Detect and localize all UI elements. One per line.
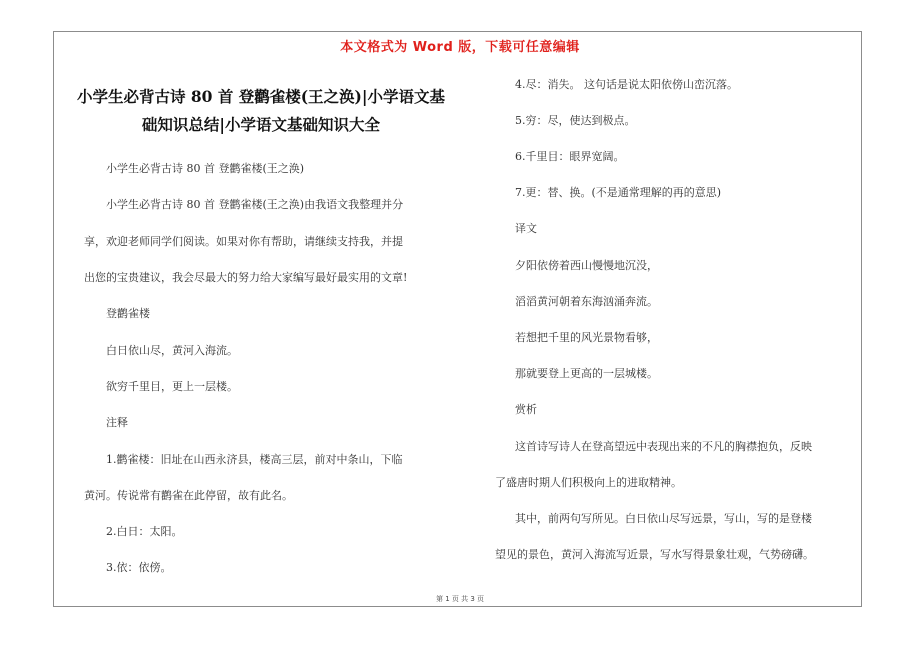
note-5: 5.穷：尽，使达到极点。	[515, 114, 636, 127]
document-title	[62, 83, 460, 139]
note-4: 4.尽：消失。 这句话是说太阳依傍山峦沉落。	[515, 78, 738, 91]
title-line-2: 础知识总结|小学语文基础知识大全	[141, 115, 381, 134]
note-7: 7.更：替、换。(不是通常理解的再的意思)	[515, 186, 722, 199]
note-1-line-2: 黄河。传说常有鹳雀在此停留，故有此名。	[84, 489, 293, 502]
note-3: 3.依：依傍。	[106, 561, 172, 574]
translation-line-2: 滔滔黄河朝着东海汹涌奔流。	[515, 295, 658, 308]
appreciation-p1-line-2: 了盛唐时期人们积极向上的进取精神。	[495, 476, 682, 489]
poem-line-1: 白日依山尽，黄河入海流。	[106, 344, 238, 357]
translation-line-1: 夕阳依傍着西山慢慢地沉没，	[515, 259, 658, 272]
page-number: 第 1 页 共 3 页	[435, 595, 485, 603]
paragraph-intro-line-2: 享，欢迎老师同学们阅读。如果对你有帮助，请继续支持我，并提	[84, 235, 403, 248]
note-2: 2.白日：太阳。	[106, 525, 183, 538]
poem-line-2: 欲穷千里目，更上一层楼。	[106, 380, 238, 393]
notes-heading: 注释	[106, 416, 128, 429]
title-line-1: 小学生必背古诗 80 首 登鹳雀楼(王之涣)|小学语文基	[76, 87, 446, 106]
appreciation-p2-line-1: 其中，前两句写所见。白日依山尽写远景，写山，写的是登楼	[515, 512, 812, 525]
note-1-line-1: 1.鹳雀楼：旧址在山西永济县，楼高三层，前对中条山，下临	[106, 453, 403, 466]
appreciation-p1-line-1: 这首诗写诗人在登高望远中表现出来的不凡的胸襟抱负，反映	[515, 440, 812, 453]
appreciation-p2-line-2: 望见的景色，黄河入海流写近景，写水写得景象壮观，气势磅礴。	[495, 548, 814, 561]
translation-line-4: 那就要登上更高的一层城楼。	[515, 367, 658, 380]
paragraph-intro-line-1: 小学生必背古诗 80 首 登鹳雀楼(王之涣)由我语文我整理并分	[106, 198, 404, 211]
watermark-header: 本文格式为 Word 版，下载可任意编辑	[340, 40, 580, 55]
paragraph-intro-line-3: 出您的宝贵建议，我会尽最大的努力给大家编写最好最实用的文章!	[84, 271, 408, 284]
paragraph-poem-heading: 小学生必背古诗 80 首 登鹳雀楼(王之涣)	[106, 162, 305, 175]
poem-title: 登鹳雀楼	[106, 307, 150, 320]
translation-line-3: 若想把千里的风光景物看够，	[515, 331, 658, 344]
translation-heading: 译文	[515, 222, 537, 235]
note-6: 6.千里目：眼界宽阔。	[515, 150, 625, 163]
appreciation-heading: 赏析	[515, 403, 537, 416]
